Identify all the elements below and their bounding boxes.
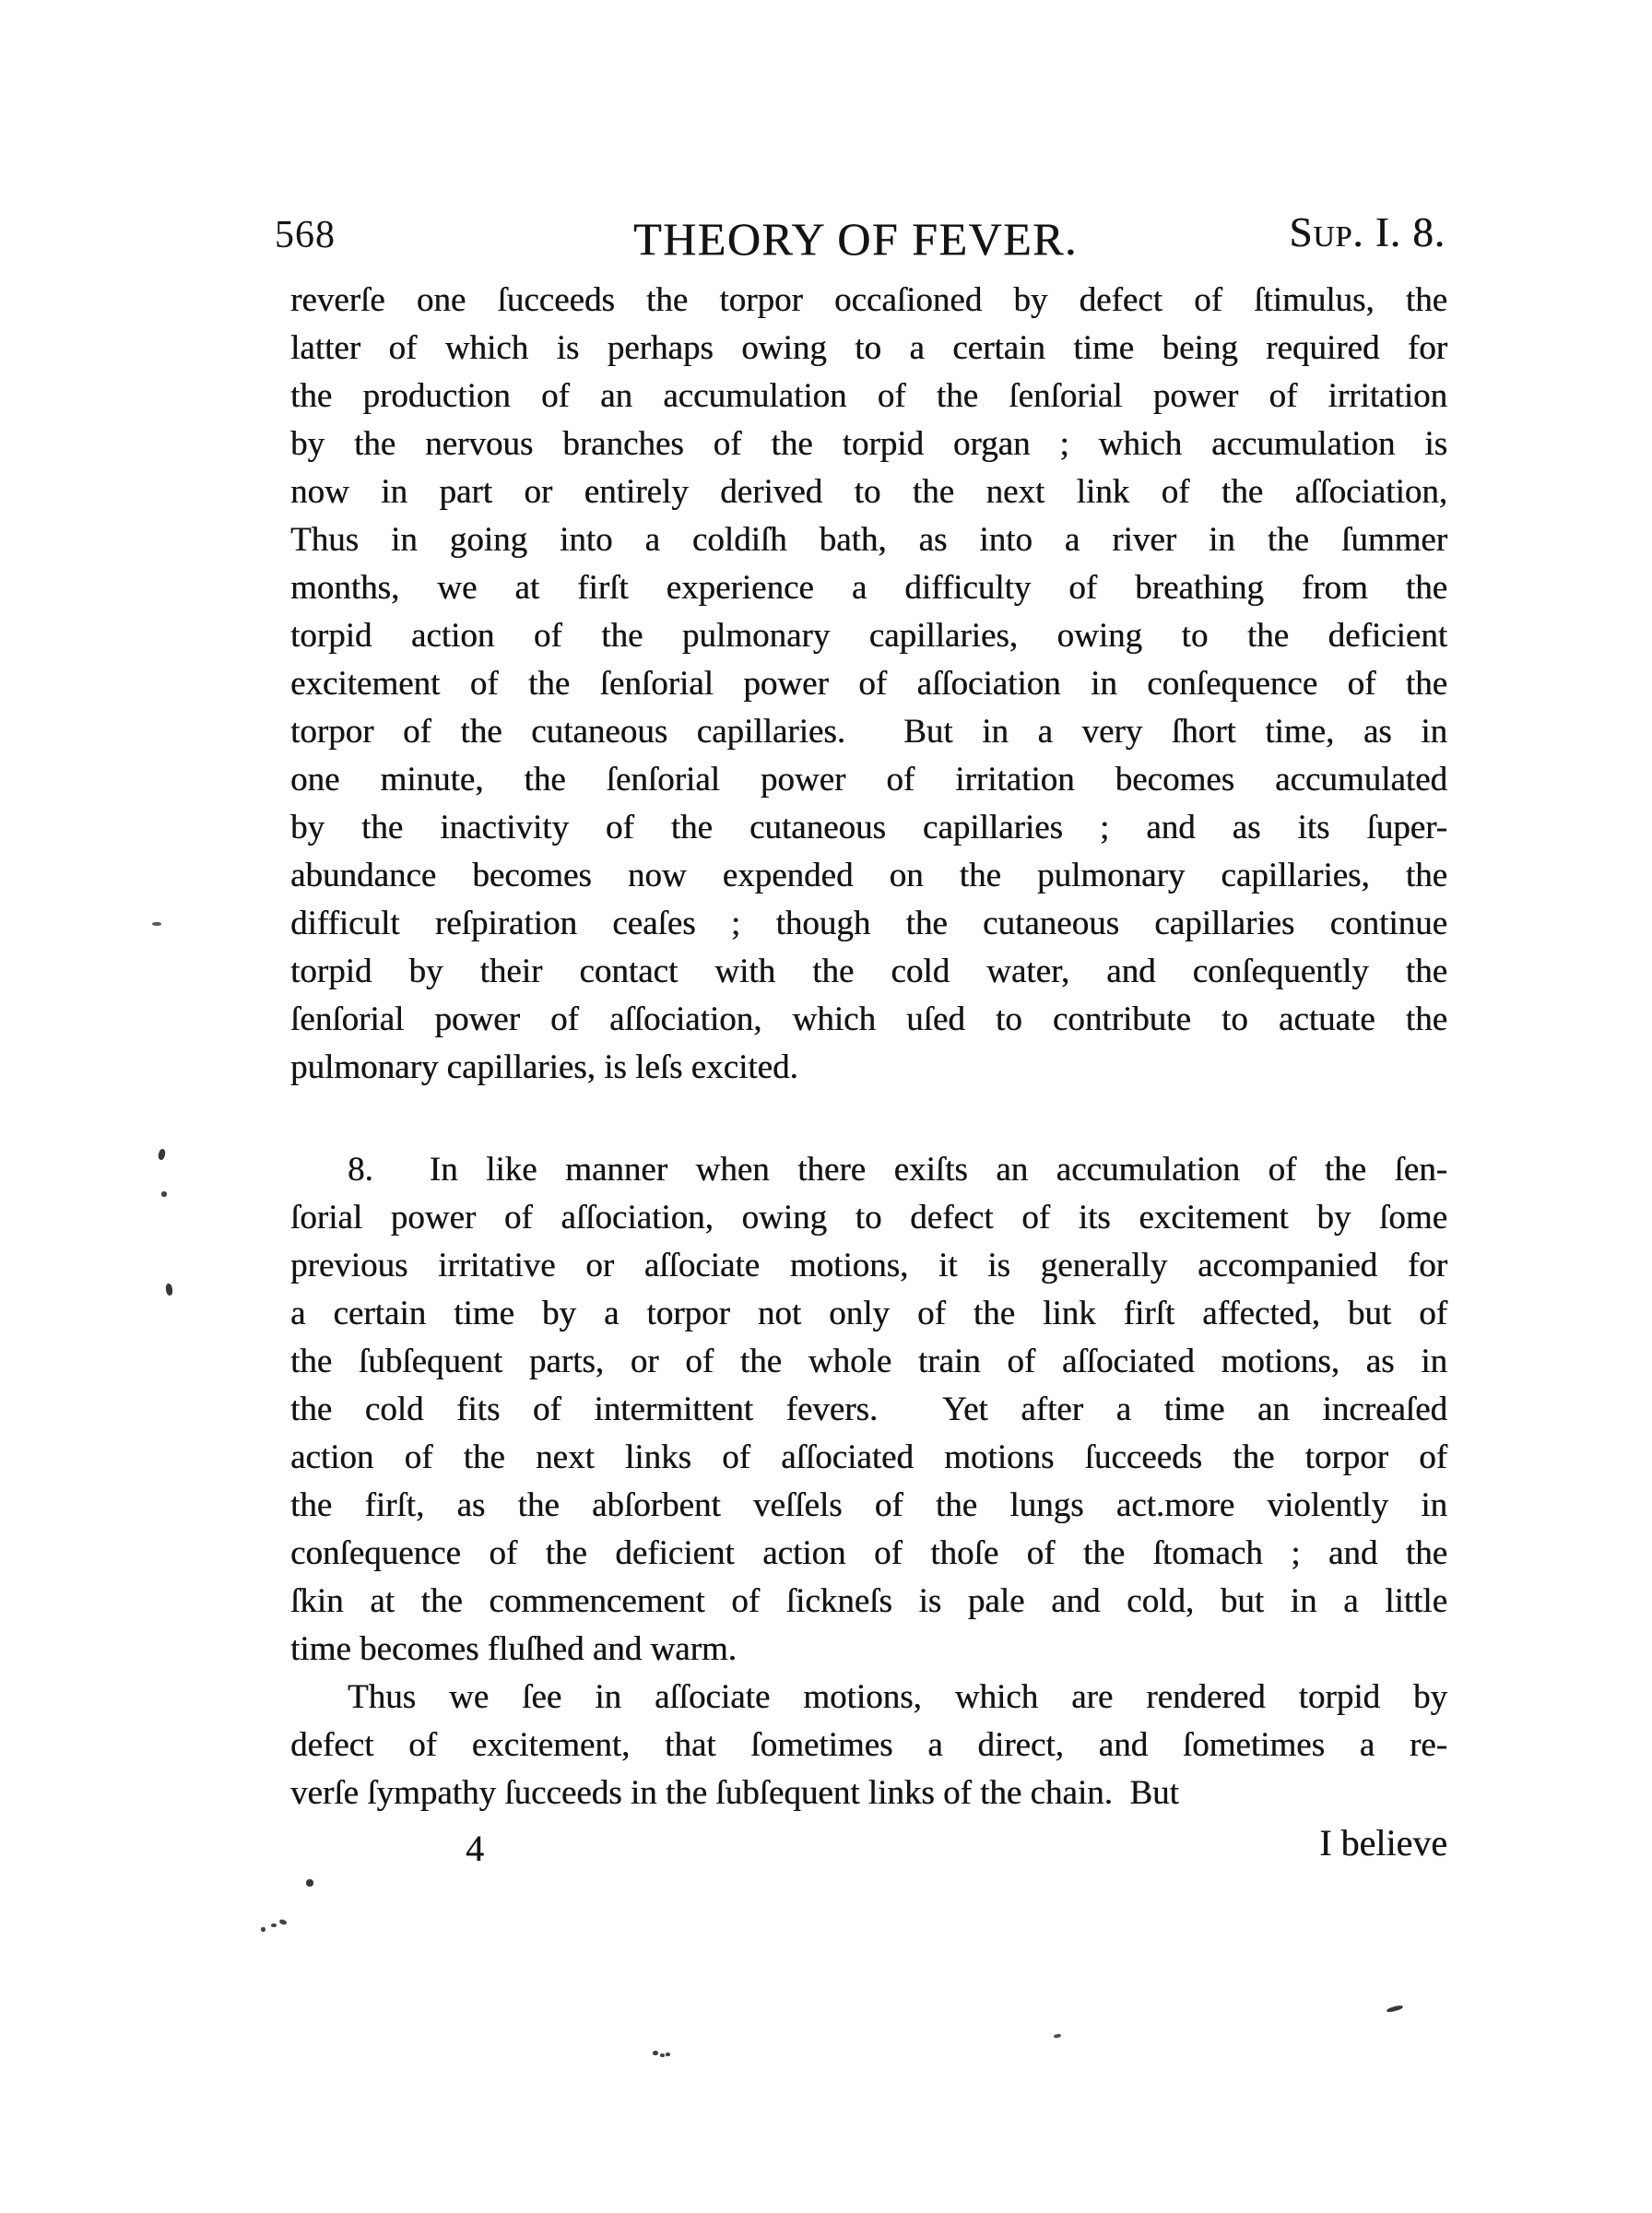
text-line: latter of which is perhaps owing to a certain time being required for xyxy=(290,329,1447,367)
ink-speck xyxy=(1054,2033,1062,2038)
text-line: by the nervous branches of the torpid organ ; which accumulation is xyxy=(290,425,1447,463)
text-line: ſkin at the commencement of ſickneſs is pale and cold, but in a little xyxy=(290,1582,1447,1620)
page-number: 568 xyxy=(275,214,336,256)
ink-speck xyxy=(158,1148,166,1160)
paragraph xyxy=(290,1146,1447,1674)
ink-speck xyxy=(161,1191,167,1197)
running-title: THEORY OF FEVER. xyxy=(633,213,1078,265)
text-line: torpor of the cutaneous capillaries. But in a very ſhort time, as in xyxy=(290,713,1447,751)
ink-speck xyxy=(261,1927,266,1932)
text-line: Thus in going into a coldiſh bath, as into a river in the ſummer xyxy=(290,521,1447,559)
text-line: excitement of the ſenſorial power of aſſociation in conſequence of the xyxy=(290,665,1447,703)
text-line: torpid action of the pulmonary capillaries, owing to the deficient xyxy=(290,617,1447,655)
text-line: one minute, the ſenſorial power of irritation becomes accumulated xyxy=(290,761,1447,799)
paragraph xyxy=(290,277,1447,1092)
text-line: reverſe one ſucceeds the torpor occaſioned by defect of ſtimulus, the xyxy=(290,281,1447,319)
ink-speck xyxy=(278,1919,287,1925)
catchword: I believe xyxy=(1319,1822,1447,1864)
signature-mark: 4 xyxy=(466,1828,484,1869)
ink-speck xyxy=(666,2053,670,2056)
ink-speck xyxy=(660,2053,665,2057)
ink-speck xyxy=(271,1923,277,1927)
ink-speck xyxy=(165,1284,173,1296)
text-line: time becomes fluſhed and warm. xyxy=(290,1630,737,1668)
ink-speck xyxy=(152,922,161,926)
text-line: Thus we ſee in aſſociate motions, which are rendered torpid by xyxy=(348,1678,1447,1716)
text-line: action of the next links of aſſociated motions ſucceeds the torpor of xyxy=(290,1438,1447,1476)
text-line: ſenſorial power of aſſociation, which uſed to contribute to actuate the xyxy=(290,1000,1447,1038)
text-line: by the inactivity of the cutaneous capillaries ; and as its ſuper- xyxy=(290,809,1447,846)
text-line: pulmonary capillaries, is leſs excited. xyxy=(290,1048,798,1086)
text-line: conſequence of the deficient action of thoſe of the ſtomach ; and the xyxy=(290,1534,1447,1572)
text-line: a certain time by a torpor not only of the link firſt affected, but of xyxy=(290,1295,1447,1332)
text-line: the cold fits of intermittent fevers. Yet after a time an increaſed xyxy=(290,1391,1447,1428)
text-line: abundance becomes now expended on the pulmonary capillaries, the xyxy=(290,857,1447,894)
ink-speck xyxy=(1386,2005,1404,2013)
text-line: now in part or entirely derived to the next link of the aſſociation, xyxy=(290,473,1447,511)
text-line: previous irritative or aſſociate motions, it is generally accompanied for xyxy=(290,1247,1447,1284)
text-line: months, we at firſt experience a difficulty of breathing from the xyxy=(290,569,1447,607)
text-block xyxy=(290,277,1447,1871)
ink-speck xyxy=(653,2051,658,2055)
footer-line xyxy=(290,1819,1447,1871)
text-line: verſe ſympathy ſucceeds in the ſubſequent links of the chain. But xyxy=(290,1774,1179,1812)
text-line: ſorial power of aſſociation, owing to defect of its excitement by ſome xyxy=(290,1199,1447,1237)
text-line: the production of an accumulation of the ſenſorial power of irritation xyxy=(290,377,1447,415)
section-reference: Sup. I. 8. xyxy=(1289,209,1446,255)
text-line: difficult reſpiration ceaſes ; though the cutaneous capillaries continue xyxy=(290,905,1447,942)
paragraph xyxy=(290,1674,1447,1817)
ink-speck xyxy=(306,1879,313,1887)
text-line: the firſt, as the abſorbent veſſels of the lungs act.more violently in xyxy=(290,1486,1447,1524)
text-line: torpid by their contact with the cold water, and conſequently the xyxy=(290,953,1447,990)
text-line: defect of excitement, that ſometimes a direct, and ſometimes a re- xyxy=(290,1726,1447,1764)
text-line: 8. In like manner when there exiſts an accumulation of the ſen- xyxy=(348,1151,1447,1189)
text-line: the ſubſequent parts, or of the whole train of aſſociated motions, as in xyxy=(290,1343,1447,1380)
